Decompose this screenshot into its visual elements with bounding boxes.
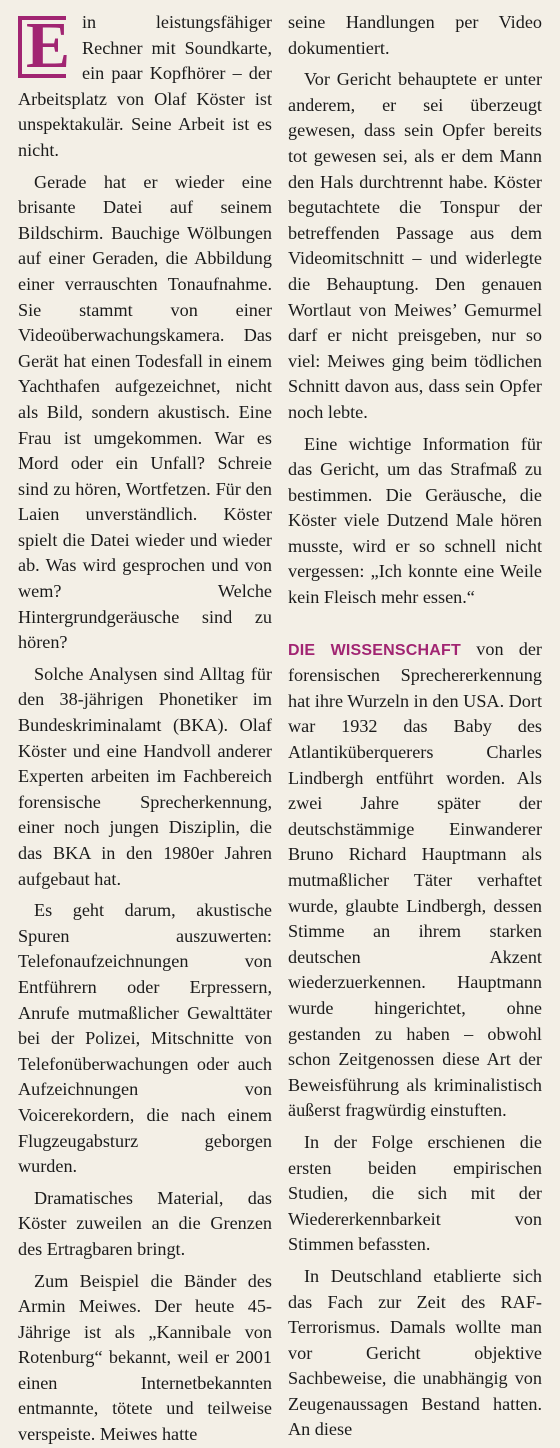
body-paragraph: In Deutschland etablierte sich das Fach zur Zeit des RAF-Terrorismus. Damals wollte man vor Gericht objektive Sachbeweise, die unabhängig von Zeugenaussagen Bestand hatten. An diese xyxy=(288,1265,542,1440)
body-paragraph: Es geht darum, akustische Spuren auszuwerten: Telefonaufzeichnungen von Entführern oder Erpressern, Anrufe mutmaßlicher Gewalttäter bei der Polizei, Mitschnitte von Telefonüberwachungen oder auch Aufzeichnungen von Voicerekordern, die nach einem Flugzeugabsturz geborgen wurden. xyxy=(18,900,272,1177)
dropcap xyxy=(18,9,74,82)
right-column xyxy=(288,10,543,1440)
body-paragraph: Zum Beispiel die Bänder des Armin Meiwes. Der heute 45-Jährige ist als „Kannibale von Rotenburg“ bekannt, weil er 2001 einen Internetbekannten entmannte, tötete und teilweise verspeiste. Meiwes hatte xyxy=(18,1270,272,1445)
body-paragraph: In der Folge erschienen die ersten beiden empirischen Studien, die sich mit der Wiedererkennbarkeit von Stimmen befassten. xyxy=(288,1131,542,1255)
body-paragraph: Vor Gericht behauptete er unter anderem, er sei überzeugt gewesen, dass sein Opfer bereits tot gewesen sei, als er dem Mann den Hals durchtrennt habe. Köster begutachtete die Tonspur der betreffenden Passage aus dem Videomitschnitt – und widerlegte die Behauptung. Den genauen Wortlaut von Meiwes’ Gemurmel darf er nicht preisgeben, nur so viel: Meiwes ging beim tödlichen Schnitt davon aus, dass sein Opfer noch lebte. xyxy=(288,69,542,422)
opening-text: in leistungsfähiger Rechner mit Soundkarte, ein paar Kopfhörer – der Arbeitsplatz von Olaf Köster ist unspektakulär. Seine Arbeit ist es nicht. xyxy=(18,12,272,160)
opening-paragraph xyxy=(18,10,272,164)
body-paragraph: Dramatisches Material, das Köster zuweilen an die Grenzen des Ertragbaren bringt. xyxy=(18,1187,272,1259)
section-text: von der forensischen Sprechererkennung hat ihre Wurzeln in den USA. Dort war 1932 das Baby des Atlantiküberquerers Charles Lindbergh entführt worden. Als zwei Jahre später der deutschstämmige Einwanderer Bruno Richard Hauptmann als mutmaßlicher Täter verhaftet wurde, glaubte Lindbergh, dessen Stimme an ihrem starken deutschen Akzent wiederzuerkennen. Hauptmann wurde hingerichtet, ohne gestanden zu haben – obwohl schon Zeitgenossen diese Art der Beweisführung als kriminalistisch äußerst fragwürdig einstuften. xyxy=(288,638,543,1121)
section-runin-heading: DIE WISSENSCHAFT xyxy=(288,641,462,659)
dropcap-letter: E xyxy=(26,9,71,82)
left-column xyxy=(18,9,272,1445)
body-paragraph: seine Handlungen per Video dokumentiert. xyxy=(288,12,542,58)
body-paragraph: Solche Analysen sind Alltag für den 38-jährigen Phonetiker im Bundeskriminalamt (BKA). Olaf Köster und eine Handvoll anderer Experten arbeiten im Fachbereich forensische Sprecherkennung, einer noch jungen Disziplin, die das BKA in den 1980er Jahren aufgebaut hat. xyxy=(18,663,272,889)
body-paragraph: Gerade hat er wieder eine brisante Datei auf seinem Bildschirm. Bauchige Wölbungen auf einer Geraden, die Abbildung einer verrauschten Tonaufnahme. Sie stammt von einer Videoüberwachungskamera. Das Gerät hat einen Todesfall in einem Yachthafen aufgezeichnet, nicht als Bild, sondern akustisch. Eine Frau ist umgekommen. War es Mord oder ein Unfall? Schreie sind zu hören, Wortfetzen. Für den Laien unverständlich. Köster spielt die Datei wieder und wieder ab. Was wird gesprochen und von wem? Welche Hintergrundgeräusche sind zu hören? xyxy=(18,171,272,653)
body-paragraph: Eine wichtige Information für das Gericht, um das Strafmaß zu bestimmen. Die Geräusche, die Köster viele Dutzend Male hören musste, wird er so schnell nicht vergessen: „Ich konnte eine Weile kein Fleisch mehr essen.“ xyxy=(288,433,542,608)
section-paragraph xyxy=(288,637,542,1124)
